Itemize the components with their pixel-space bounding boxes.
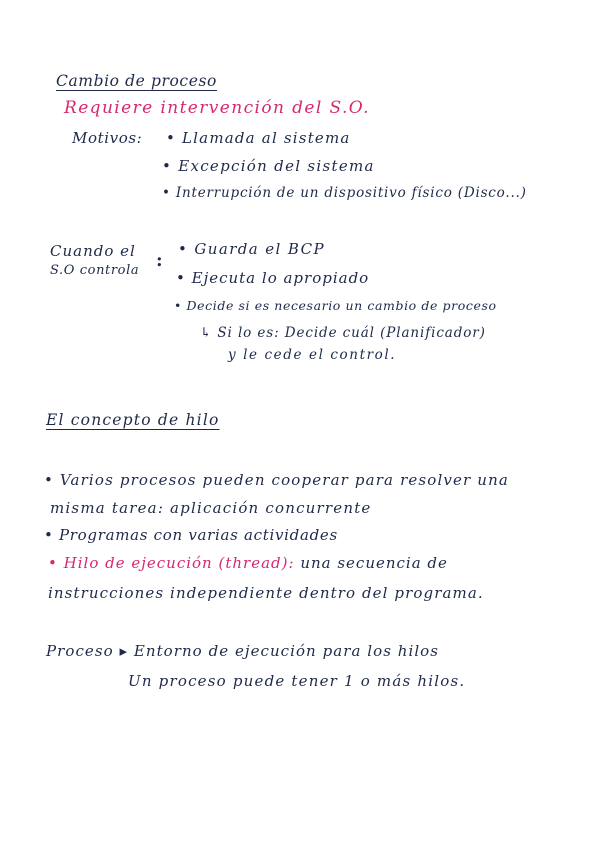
proceso-line: Proceso ▸ Entorno de ejecución para los hilos [46, 642, 439, 660]
sub-line-decide: ↳ Si lo es: Decide cuál (Planificador) [200, 325, 486, 341]
motivos-label: Motivos: [72, 129, 143, 147]
section-title-cambio: Cambio de proceso [56, 72, 217, 90]
cuando-item: • Ejecuta lo apropiado [176, 269, 370, 287]
hilo-line: • Programas con varias actividades [44, 526, 338, 544]
cuando-label-line2: S.O controla [50, 263, 140, 278]
proceso-line-2: Un proceso puede tener 1 o más hilos. [128, 672, 466, 690]
sub-line-control: y le cede el control. [228, 347, 397, 363]
hilo-line-thread [48, 556, 448, 571]
thread-bullet: • [48, 554, 58, 572]
thread-definition: una secuencia de [300, 554, 448, 572]
motivo-item: • Excepción del sistema [162, 157, 375, 175]
cuando-item: • Decide si es necesario un cambio de proceso [174, 298, 497, 313]
cuando-label-line1: Cuando el [50, 242, 136, 260]
cuando-colon: : [156, 250, 164, 271]
motivo-item: • Interrupción de un dispositivo físico (Disco...) [162, 185, 527, 201]
section-title-hilo: El concepto de hilo [46, 411, 220, 429]
hilo-line: misma tarea: aplicación concurrente [50, 499, 372, 517]
thread-term: Hilo de ejecución (thread): [63, 554, 295, 572]
motivo-item: • Llamada al sistema [166, 129, 351, 147]
highlight-requiere: Requiere intervención del S.O. [64, 98, 370, 118]
cuando-item: • Guarda el BCP [178, 240, 325, 258]
hilo-line: • Varios procesos pueden cooperar para resolver una [44, 471, 509, 489]
hilo-line: instrucciones independiente dentro del programa. [48, 584, 484, 602]
